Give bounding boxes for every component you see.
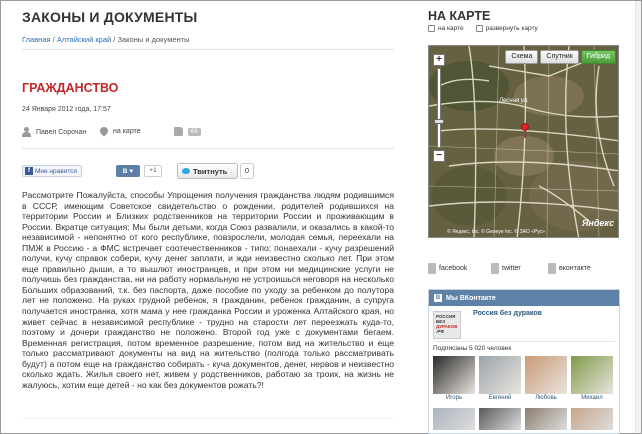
divider [433,341,615,342]
page-scrollbar[interactable] [635,1,641,433]
vk-member-name[interactable]: Михаил [581,395,603,401]
vk-logo-text: .РФ [436,329,445,334]
map-icon [428,25,435,32]
breadcrumb [22,35,190,44]
section-title: ЗАКОНЫ И ДОКУМЕНТЫ [22,9,198,25]
vk-logo-text: РОССИЯ [436,314,456,319]
divider [22,418,394,419]
user-icon [22,127,31,137]
vk-members-row [433,408,613,430]
vk-community-widget [428,289,620,434]
tweet-count: 0 [240,163,254,179]
divider [22,148,394,149]
article-title: ГРАЖДАНСТВО [22,81,119,95]
author-name: Павел Сорочан [36,128,87,136]
avatar[interactable] [479,408,521,430]
avatar[interactable] [433,408,475,430]
avatar[interactable] [571,408,613,430]
map-section-title: НА КАРТЕ [428,9,491,23]
vkontakte-icon [548,263,556,274]
expand-icon [476,25,483,32]
facebook-icon [428,263,436,274]
vk-member[interactable] [525,356,567,401]
vk-member-name[interactable]: Любовь [535,395,557,401]
map-scheme-button[interactable]: Схема [505,50,538,64]
map-type-switcher [505,50,616,64]
map-links [428,25,538,32]
map-pin-icon [98,125,109,136]
avatar[interactable] [433,356,475,394]
likes-count: 68 [188,128,201,136]
article-body: Рассмотрите Пожалуйста, способы Упрощения получения гражданства людям родившимся в СССР, имеющим Советское свидетельство о рождении, родителей родившихся на территории России и Близких родственников на территории России и проживающим в России. Вкратце ситуация: Мы были детьми, когда Союз развалили, и оказались в какой-то независимой - непонятно от кого республике, повзрослели, молодая семья, переехали на ПМЖ в Россию - а ФМС встречает соотечественников - типо: понаехали - кучу разрешений получи, кучу справок собери, кучу денег заплати, и жди неизвестно сколько лет. При этом еще правильно дыши, а то вышлют иностранцев, и при этом ни медицинские услуги не получишь без гражданства, ни на работу нормальную не устроишься неговоря на несколько Больших образований, т.к. без паспорта, даже пособие по уходу за ребенком до полутора лет не положено. На руках грудной ребенок, я гражданин, ребенок гражданин, а супруга получается иностранка, хотя мама у нее гражданка России и уроженка Алтайского края, но живет сейчас в независимой республике - трудно на старости лет переезжать куда-то, поэтому и дочери гражданство не положено. Второй год уже с документами бегаем. Временная регистрация, потом временное разрешение, потом вид на жительство и еще только рассматривают документы на вид на жительство (полгода только рассматривать будут) а потом еще на гражданство собирать - куча документов, денег, нервов и неизвестно сколько ждать. Жилья своего нет, живем у родственников, работаю за троих, на жизнь не жалуюсь, хотим еще детей - но как без документов рожать?! [22,190,394,390]
breadcrumb-separator: / [50,35,57,44]
map-copyright: © Яндекс, Inc. © Geoeye Inc. © ЗАО «Рус» [447,229,545,235]
breadcrumb-separator: / [111,35,118,44]
street-label: Лесная ул. [499,98,529,104]
divider [22,49,394,50]
article-map-link[interactable] [100,127,141,135]
vk-members-row [433,356,613,401]
zoom-slider-handle[interactable] [434,119,444,124]
article-likes[interactable] [174,127,201,136]
tweet-button[interactable] [177,163,238,179]
breadcrumb-region[interactable]: Алтайский край [56,35,112,44]
facebook-like-label: Мне нравится [35,167,78,175]
map-open-link[interactable] [428,25,464,32]
vk-group-name[interactable]: Россия без дураков [473,310,542,317]
vk-member[interactable] [479,356,521,401]
avatar[interactable] [525,356,567,394]
thumb-up-icon [174,127,183,136]
avatar[interactable] [525,408,567,430]
vk-like-label: В [122,167,128,175]
vk-subscribers-count: Подписаны 5 020 человек [433,345,512,352]
avatar[interactable] [571,356,613,394]
vk-member[interactable] [571,356,613,401]
breadcrumb-home[interactable]: Главная [22,35,51,44]
twitter-bird-icon [182,168,190,174]
vk-group-avatar[interactable] [433,311,461,339]
vk-like-count: +1 [144,165,162,177]
map-link-label: на карте [113,127,141,135]
zoom-slider[interactable] [437,68,441,148]
vk-widget-title: Мы ВКонтакте [446,294,496,302]
social-twitter-label: twitter [502,265,521,272]
twitter-icon [491,263,499,274]
breadcrumb-current: Законы и документы [117,35,190,44]
social-twitter-link[interactable] [491,263,521,274]
article-author[interactable] [22,127,86,137]
map-zoom-control [433,54,445,162]
social-facebook-label: facebook [439,265,468,272]
vk-logo-text: ДУРАКОВ [436,324,458,329]
map-expand-link[interactable] [476,25,538,32]
zoom-out-button[interactable]: − [433,150,445,162]
vk-like-button[interactable] [116,165,140,177]
vk-widget-header[interactable] [429,290,619,306]
tweet-label: Твитнуть [193,166,228,176]
facebook-like-button[interactable] [22,165,82,177]
social-facebook-link[interactable] [428,263,467,274]
map-hybrid-button[interactable]: Гибрид [581,50,616,64]
vk-logo-text: БЕЗ [436,319,446,324]
social-vkontakte-link[interactable] [548,263,591,274]
facebook-icon: f [25,167,33,175]
vk-member-name[interactable]: Евгений [488,395,512,401]
yandex-logo[interactable]: Яндекс [581,218,614,228]
heart-icon: ♥ [129,167,134,175]
zoom-in-button[interactable]: + [433,54,445,66]
map-expand-label: развернуть карту [485,25,538,32]
avatar[interactable] [479,356,521,394]
vk-member-name[interactable]: Игорь [445,395,463,401]
map-satellite-button[interactable]: Спутник [540,50,578,64]
article-date: 24 Января 2012 года, 17:57 [22,106,111,113]
satellite-map[interactable] [429,46,619,238]
map-open-label: на карте [438,25,464,32]
map-widget[interactable] [428,45,619,238]
vk-logo-icon: B [435,295,441,301]
social-vkontakte-label: вконтакте [559,265,591,272]
vk-member[interactable] [433,356,475,401]
